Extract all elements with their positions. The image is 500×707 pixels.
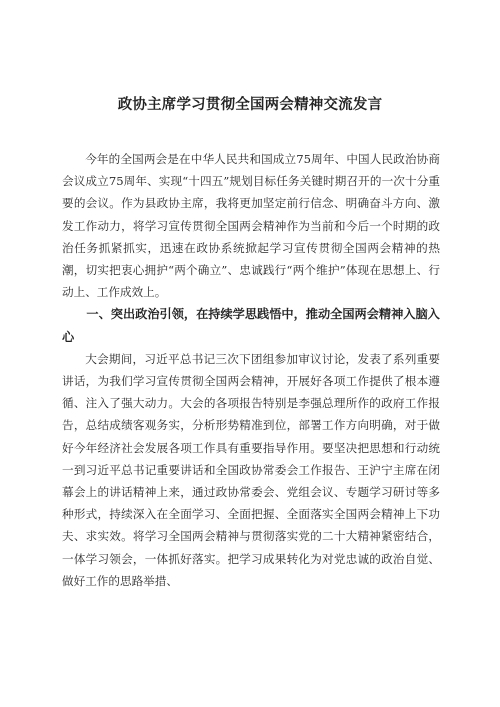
section-heading: 一、突出政治引领，在持续学思践悟中，推动全国两会精神入脑入心 — [62, 307, 440, 344]
section-paragraph: 大会期间，习近平总书记三次下团组参加审议讨论，发表了系列重要讲话，为我们学习宣传贯彻全国两会精神，开展好各项工作提供了根本遵循、注入了强大动力。大会的各项报告特别是李强总理所作的政府工作报告，总结成绩客观务实，分析形势精准到位，部署工作方向明确，对于做好今年经济社会发展各项工作具有重要指导作用。要坚决把思想和行动统一到习近平总书记重要讲话和全国政协常委会工作报告、王沪宁主席在闭幕会上的讲话精神上来，通过政协常委会、党组会议、专题学习研讨等多种形式，持续深入在全面学习、全面把握、全面落实全国两会精神上下功夫、求实效。将学习全国两会精神与贯彻落实党的二十大精神紧密结合，一体学习领会，一体抓好落实。把学习成果转化为对党忠诚的政治自觉、做好工作的思路举措、 — [62, 351, 440, 588]
document-body — [62, 148, 440, 592]
document-title: 政协主席学习贯彻全国两会精神交流发言 — [117, 97, 383, 113]
intro-paragraph: 今年的全国两会是在中华人民共和国成立75周年、中国人民政治协商会议成立75周年、实现“十四五”规划目标任务关键时期召开的一次十分重要的会议。作为县政协主席，我将更加坚定前行信念、明确奋斗方向、激发工作动力，将学习宣传贯彻全国两会精神作为当前和今后一个时期的政治任务抓紧抓实，迅速在政协系统掀起学习宣传贯彻全国两会精神的热潮，切实把衷心拥护“两个确立”、忠诚践行“两个维护”体现在思想上、行动上、工作成效上。 — [62, 152, 440, 300]
